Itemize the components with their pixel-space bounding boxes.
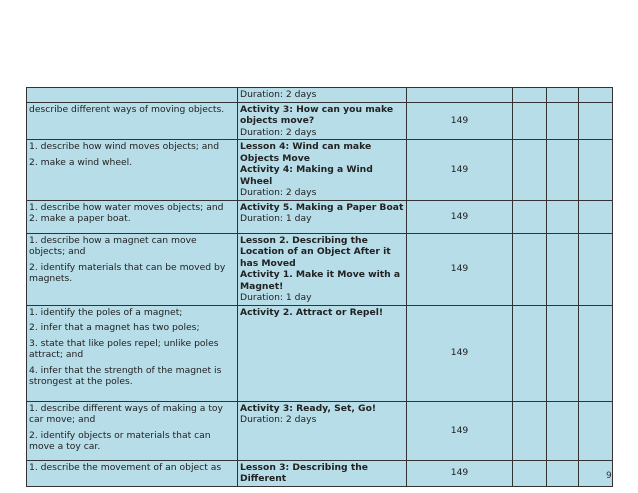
objectives-cell (27, 460, 238, 486)
empty-cell (547, 88, 579, 103)
objective-text: 2. identify materials that can be moved by magnets. (29, 261, 226, 284)
pages-cell: 149 (407, 200, 513, 233)
activity-title: Activity 1. Make it Move with a Magnet! (240, 269, 401, 292)
empty-cell (513, 88, 547, 103)
activity-cell (238, 140, 407, 201)
objective-text: 1. describe how wind moves objects; and (29, 141, 220, 152)
pages-cell: 149 (407, 401, 513, 460)
empty-cell (579, 102, 613, 140)
activity-cell (238, 305, 407, 401)
curriculum-table (26, 87, 613, 487)
objective-text: 1. describe the movement of an object as (29, 461, 222, 473)
objective-text: 3. state that like poles repel; unlike poles attract; and (29, 337, 219, 360)
table-row (27, 233, 613, 305)
empty-cell (547, 305, 579, 401)
objectives-cell (27, 102, 238, 140)
empty-cell (547, 460, 579, 486)
objective-text: 2. identify objects or materials that can move a toy car. (29, 429, 211, 452)
table-row (27, 200, 613, 233)
activity-cell (238, 102, 407, 140)
table-row (27, 140, 613, 201)
objective-text: 2. make a paper boat. (29, 213, 131, 224)
duration-text: Duration: 2 days (240, 414, 317, 425)
empty-cell (579, 233, 613, 305)
pages-cell (407, 88, 513, 103)
objectives-cell (27, 140, 238, 201)
objective-text: 1. describe how a magnet can move objects; and (29, 234, 197, 257)
empty-cell (547, 200, 579, 233)
objectives-cell (27, 305, 238, 401)
activity-cell (238, 200, 407, 233)
empty-cell (579, 200, 613, 233)
table-row (27, 88, 613, 103)
activity-title: Lesson 2. Describing the Location of an Object After it has Moved (240, 234, 391, 269)
empty-cell (513, 460, 547, 486)
table-row (27, 401, 613, 460)
activity-cell (238, 88, 407, 103)
objectives-cell (27, 401, 238, 460)
objective-text: 4. infer that the strength of the magnet is strongest at the poles. (29, 364, 222, 387)
empty-cell (513, 233, 547, 305)
duration-text: Duration: 2 days (240, 126, 317, 138)
activity-title: Activity 3: How can you make objects move? (240, 103, 394, 126)
pages-cell: 149 (407, 102, 513, 140)
duration-text: Duration: 1 day (240, 292, 312, 303)
empty-cell (513, 140, 547, 201)
activity-title: Lesson 3: Describing the Different (240, 461, 368, 484)
empty-cell (579, 401, 613, 460)
objective-text: 2. make a wind wheel. (29, 156, 133, 168)
activity-title: Activity 3: Ready, Set, Go! (240, 402, 377, 414)
empty-cell (547, 140, 579, 201)
objective-text: 1. describe different ways of making a toy car move; and (29, 402, 223, 425)
objective-text: 2. infer that a magnet has two poles; (29, 322, 200, 333)
empty-cell (579, 88, 613, 103)
duration-text: Duration: 2 days (240, 187, 317, 198)
table-row (27, 460, 613, 486)
empty-cell (513, 401, 547, 460)
empty-cell (579, 305, 613, 401)
objectives-cell (27, 233, 238, 305)
empty-cell (547, 401, 579, 460)
pages-cell: 149 (407, 305, 513, 401)
duration-text: Duration: 2 days (240, 89, 317, 100)
empty-cell (547, 102, 579, 140)
table-row (27, 305, 613, 401)
table-row (27, 102, 613, 140)
pages-cell: 149 (407, 460, 513, 486)
pages-cell: 149 (407, 140, 513, 201)
activity-title: Activity 4: Making a Wind Wheel (240, 164, 373, 187)
objectives-cell (27, 200, 238, 233)
empty-cell (579, 140, 613, 201)
objectives-cell (27, 88, 238, 103)
activity-cell (238, 233, 407, 305)
page-number: 9 (606, 471, 612, 481)
activity-cell (238, 401, 407, 460)
objective-text: describe different ways of moving objects. (29, 103, 225, 115)
activity-cell (238, 460, 407, 486)
activity-title: Activity 2. Attract or Repel! (240, 306, 384, 318)
activity-title: Activity 5. Making a Paper Boat (240, 201, 404, 213)
objective-text: 1. describe how water moves objects; and (29, 201, 224, 213)
empty-cell (513, 305, 547, 401)
duration-text: Duration: 1 day (240, 213, 312, 224)
objective-text: 1. identify the poles of a magnet; (29, 306, 183, 318)
pages-cell: 149 (407, 233, 513, 305)
empty-cell (513, 200, 547, 233)
empty-cell (513, 102, 547, 140)
activity-title: Lesson 4: Wind can make Objects Move (240, 141, 372, 164)
empty-cell (547, 233, 579, 305)
